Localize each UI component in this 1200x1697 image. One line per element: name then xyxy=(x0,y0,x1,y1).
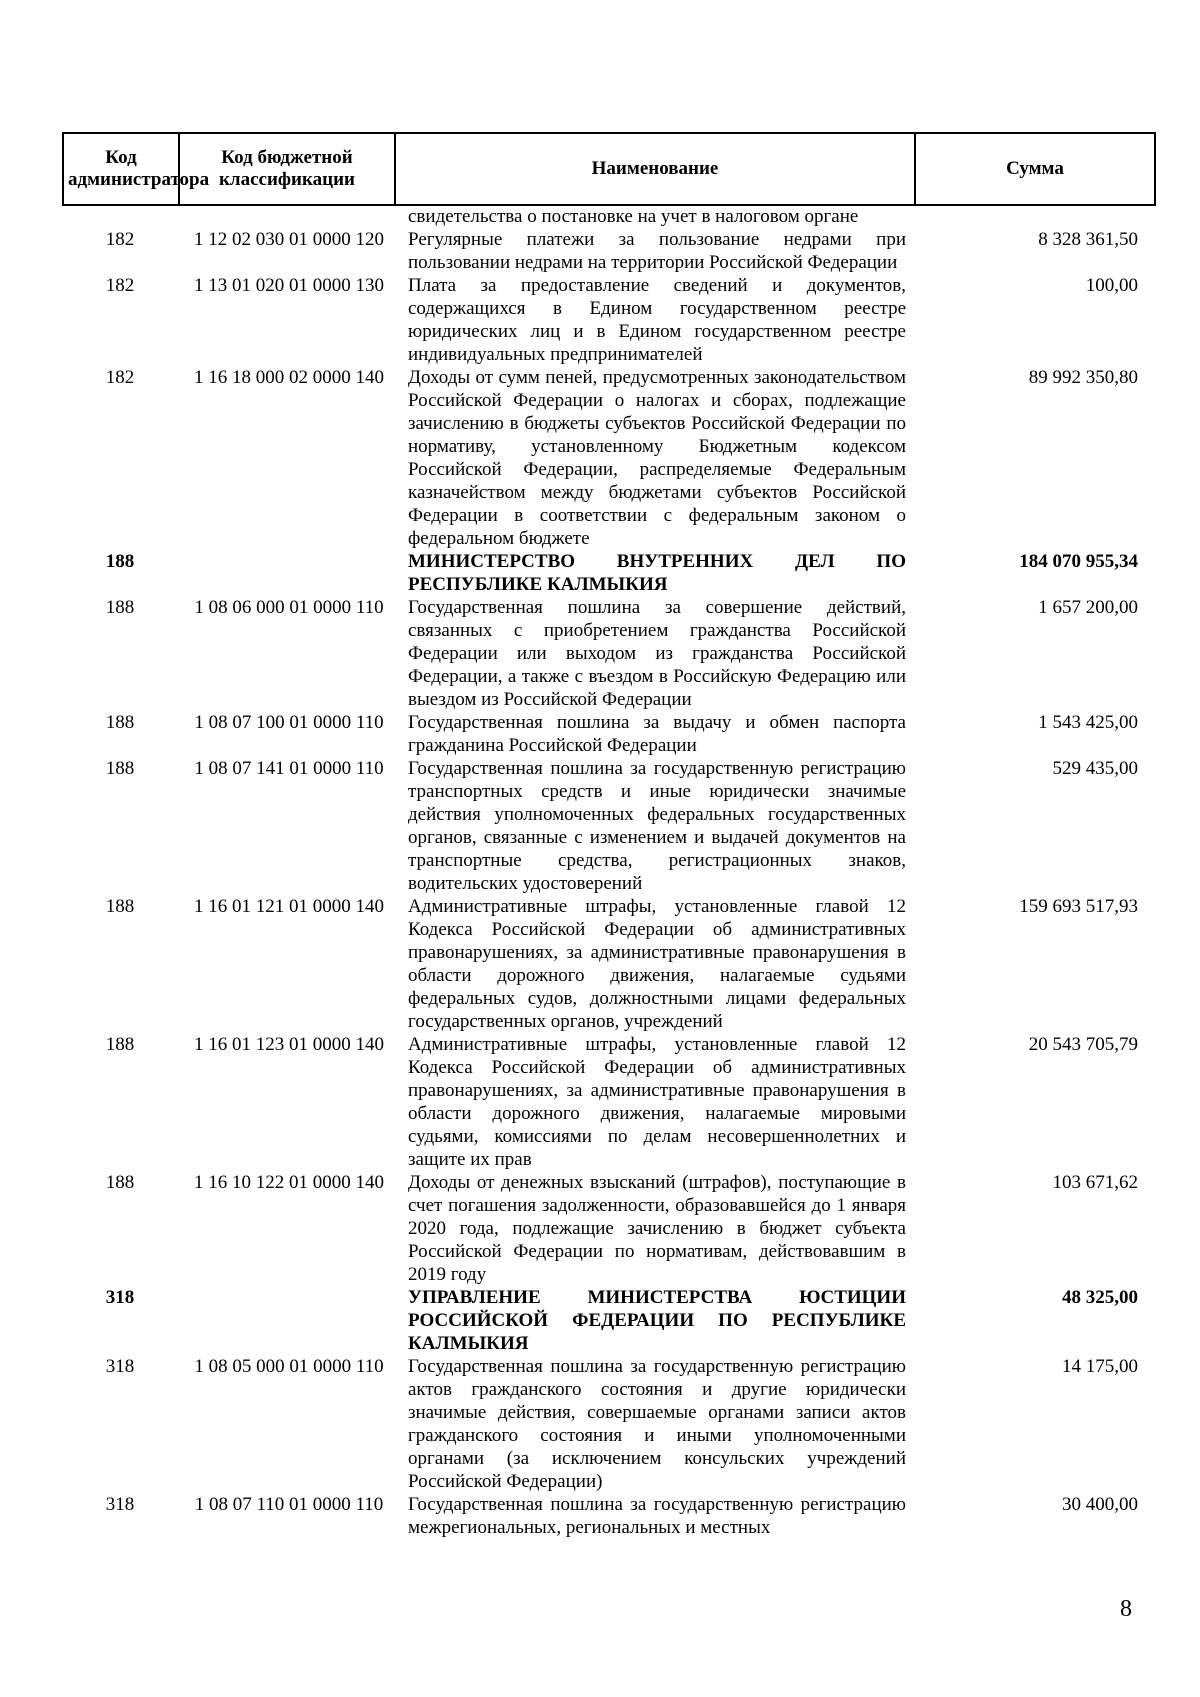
sum-cell xyxy=(914,205,1154,228)
budget-code-cell: 1 08 07 141 01 0000 110 xyxy=(194,758,384,779)
table-header xyxy=(62,132,1156,206)
name-cell: Государственная пошлина за совершение действий, связанных с приобретением гражданства Российской Федерации или выходом из гражданства Российской Федерации, а также с въездом в Российскую Федерацию или выездом из Российской Федерации xyxy=(408,597,906,710)
sum-cell: 14 175,00 xyxy=(1062,1356,1138,1377)
sum-cell: 159 693 517,93 xyxy=(1019,896,1138,917)
sum-cell: 1 657 200,00 xyxy=(1038,597,1138,618)
table-row xyxy=(62,205,1154,228)
table-row xyxy=(62,550,1154,596)
name-cell: Плата за предоставление сведений и документов, содержащихся в Едином государственном реестре юридических лиц и в Едином государственном реестре индивидуальных предпринимателей xyxy=(408,275,906,365)
table-row xyxy=(62,1033,1154,1171)
admin-code-cell xyxy=(62,205,178,228)
header-name: Наименование xyxy=(395,133,915,205)
table-row xyxy=(62,1286,1154,1355)
table-row xyxy=(62,711,1154,757)
budget-code-cell: 1 08 05 000 01 0000 110 xyxy=(194,1356,384,1377)
name-cell: свидетельства о постановке на учет в налоговом органе xyxy=(408,206,859,227)
table-row xyxy=(62,1493,1154,1539)
admin-code-cell: 318 xyxy=(105,1494,135,1515)
table-row xyxy=(62,895,1154,1033)
budget-code-cell: 1 16 10 122 01 0000 140 xyxy=(194,1172,384,1193)
sum-cell: 20 543 705,79 xyxy=(1028,1034,1138,1055)
budget-code-cell: 1 08 07 110 01 0000 110 xyxy=(194,1494,384,1515)
budget-code-cell: 1 16 01 121 01 0000 140 xyxy=(194,896,384,917)
admin-code-cell: 318 xyxy=(105,1287,135,1308)
budget-code-cell: 1 16 18 000 02 0000 140 xyxy=(194,367,384,388)
header-budget-code: Код бюджетной классификации xyxy=(179,133,395,205)
admin-code-cell: 188 xyxy=(105,896,135,917)
sum-cell: 103 671,62 xyxy=(1052,1172,1138,1193)
budget-code-cell: 1 12 02 030 01 0000 120 xyxy=(194,229,384,250)
table-row xyxy=(62,757,1154,895)
budget-code-cell: 1 08 07 100 01 0000 110 xyxy=(194,712,384,733)
admin-code-cell: 188 xyxy=(105,597,135,618)
admin-code-cell: 182 xyxy=(105,229,135,250)
admin-code-cell: 188 xyxy=(105,1172,135,1193)
name-cell: УПРАВЛЕНИЕ МИНИСТЕРСТВА ЮСТИЦИИ РОССИЙСКОЙ ФЕДЕРАЦИИ ПО РЕСПУБЛИКЕ КАЛМЫКИЯ xyxy=(408,1287,906,1354)
header-sum: Сумма xyxy=(915,133,1155,205)
budget-code-cell xyxy=(178,1286,394,1355)
name-cell: Административные штрафы, установленные главой 12 Кодекса Российской Федерации об административных правонарушениях, за административные правонарушения в области дорожного движения, налагаемые мировыми судьями, комиссиями по делам несовершеннолетних и защите их прав xyxy=(408,1034,906,1170)
page-number: 8 xyxy=(1120,1596,1132,1622)
admin-code-cell: 188 xyxy=(105,551,135,572)
table-row xyxy=(62,366,1154,550)
name-cell: Государственная пошлина за государственную регистрацию транспортных средств и иные юридически значимые действия уполномоченных федеральных государственных органов, связанные с изменением и выдачей документов на транспортные средства, регистрационных знаков, водительских удостоверений xyxy=(408,758,906,894)
admin-code-cell: 188 xyxy=(105,712,135,733)
admin-code-cell: 188 xyxy=(105,758,135,779)
admin-code-cell: 182 xyxy=(105,367,135,388)
admin-code-cell: 188 xyxy=(105,1034,135,1055)
admin-code-cell: 182 xyxy=(105,275,135,296)
name-cell: Государственная пошлина за государственную регистрацию актов гражданского состояния и другие юридически значимые действия, совершаемые органами записи актов гражданского состояния и иными уполномоченными органами (за исключением консульских учреждений Российской Федерации) xyxy=(408,1356,906,1492)
sum-cell: 30 400,00 xyxy=(1062,1494,1138,1515)
sum-cell: 1 543 425,00 xyxy=(1038,712,1138,733)
sum-cell: 48 325,00 xyxy=(1062,1287,1138,1308)
sum-cell: 100,00 xyxy=(1085,275,1138,296)
sum-cell: 529 435,00 xyxy=(1052,758,1138,779)
table-row xyxy=(62,1355,1154,1493)
name-cell: Государственная пошлина за выдачу и обмен паспорта гражданина Российской Федерации xyxy=(408,712,906,756)
sum-cell: 89 992 350,80 xyxy=(1028,367,1138,388)
budget-code-cell xyxy=(178,550,394,596)
table-row xyxy=(62,596,1154,711)
table-row xyxy=(62,228,1154,274)
budget-code-cell: 1 13 01 020 01 0000 130 xyxy=(194,275,384,296)
name-cell: Регулярные платежи за пользование недрами при пользовании недрами на территории Российской Федерации xyxy=(408,229,906,273)
budget-code-cell xyxy=(178,205,394,228)
name-cell: Государственная пошлина за государственную регистрацию межрегиональных, региональных и местных xyxy=(408,1494,906,1538)
table-row xyxy=(62,1171,1154,1286)
table-body xyxy=(62,205,1154,1539)
table-row xyxy=(62,274,1154,366)
budget-code-cell: 1 16 01 123 01 0000 140 xyxy=(194,1034,384,1055)
name-cell: Доходы от денежных взысканий (штрафов), поступающие в счет погашения задолженности, образовавшейся до 1 января 2020 года, подлежащие зачислению в бюджет субъекта Российской Федерации по нормативам, действовавшим в 2019 году xyxy=(408,1172,906,1285)
name-cell: Административные штрафы, установленные главой 12 Кодекса Российской Федерации об административных правонарушениях, за административные правонарушения в области дорожного движения, налагаемые судьями федеральных судов, должностными лицами федеральных государственных органов, учреждений xyxy=(408,896,906,1032)
sum-cell: 184 070 955,34 xyxy=(1019,551,1138,572)
budget-code-cell: 1 08 06 000 01 0000 110 xyxy=(194,597,384,618)
name-cell: МИНИСТЕРСТВО ВНУТРЕННИХ ДЕЛ ПО РЕСПУБЛИКЕ КАЛМЫКИЯ xyxy=(408,551,906,595)
admin-code-cell: 318 xyxy=(105,1356,135,1377)
sum-cell: 8 328 361,50 xyxy=(1038,229,1138,250)
header-admin-code: Код администратора xyxy=(63,133,179,205)
name-cell: Доходы от сумм пеней, предусмотренных законодательством Российской Федерации о налогах и сборах, подлежащие зачислению в бюджеты субъектов Российской Федерации по нормативу, установленному Бюджетным кодексом Российской Федерации, распределяемые Федеральным казначейством между бюджетами субъектов Российской Федерации в соответствии с федеральным законом о федеральном бюджете xyxy=(408,367,906,549)
